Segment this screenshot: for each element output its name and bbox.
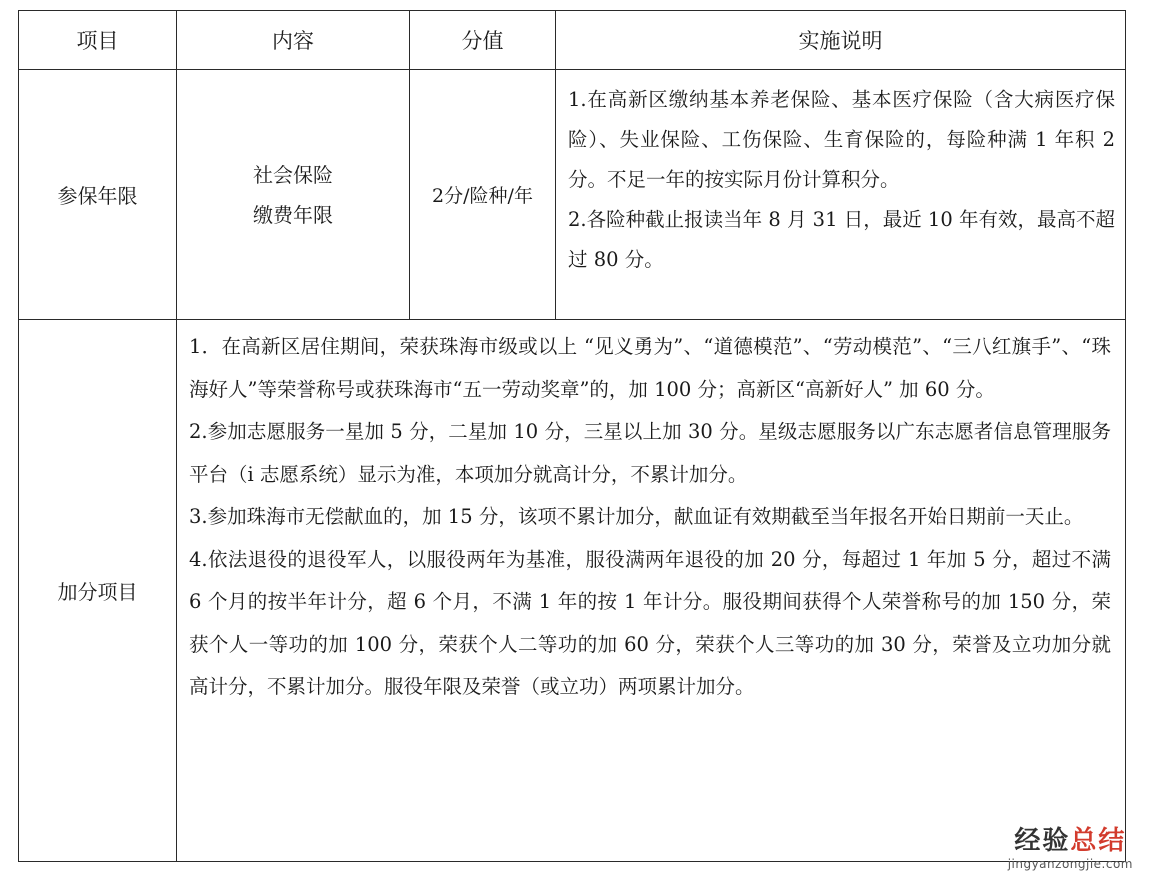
- watermark-accent: 总结: [1070, 826, 1127, 856]
- watermark-title: [1008, 820, 1133, 857]
- policy-table: [18, 10, 1126, 862]
- watermark: [1008, 820, 1133, 871]
- row2-item: 加分项目: [19, 320, 177, 862]
- row-bonus-items: [19, 320, 1126, 862]
- row2-desc-2: 2.参加志愿服务一星加 5 分，二星加 10 分，三星以上加 30 分。星级志愿服务以广东志愿者信息管理服务平台（i 志愿系统）显示为准，本项加分就高计分，不累计加分。: [189, 420, 1111, 486]
- header-content: 内容: [177, 11, 410, 70]
- row2-desc-4: 4.依法退役的退役军人，以服役两年为基准，服役满两年退役的加 20 分，每超过 1 年加 5 分，超过不满 6 个月的按半年计分，超 6 个月，不满 1 年的按 1 年计分。服役期间获得个人荣誉称号的加 150 分，荣获个人一等功的加 100 分，荣获个人二等功的加 60 分，荣获个人三等功的加 30 分，荣誉及立功加分就高计分，不累计加分。服役年限及荣誉（或立功）两项累计加分。: [189, 547, 1111, 698]
- row1-desc-1: 1.在高新区缴纳基本养老保险、基本医疗保险（含大病医疗保险）、失业保险、工伤保险、生育保险的，每险种满 1 年积 2 分。不足一年的按实际月份计算积分。: [568, 88, 1115, 191]
- row1-content: [177, 70, 410, 320]
- row1-item: 参保年限: [19, 70, 177, 320]
- row2-desc-1: 1．在高新区居住期间，荣获珠海市级或以上 “见义勇为”、“道德模范”、“劳动模范”、“三八红旗手”、“珠海好人”等荣誉称号或获珠海市“五一劳动奖章”的，加 100 分；高新区“高新好人” 加 60 分。: [189, 335, 1111, 401]
- header-value: 分值: [410, 11, 556, 70]
- row2-description: [177, 320, 1126, 862]
- header-row: [19, 11, 1126, 70]
- row1-desc-2: 2.各险种截止报读当年 8 月 31 日，最近 10 年有效，最高不超过 80 分。: [568, 208, 1115, 271]
- header-description: 实施说明: [556, 11, 1126, 70]
- row2-desc-3: 3.参加珠海市无偿献血的，加 15 分，该项不累计加分，献血证有效期截至当年报名开始日期前一天止。: [189, 505, 1084, 528]
- row1-content-line2: 缴费年限: [253, 202, 333, 227]
- watermark-url: jingyanzongjie.com: [1007, 857, 1133, 871]
- header-item: 项目: [19, 11, 177, 70]
- row1-value: 2分/险种/年: [410, 70, 556, 320]
- row1-description: [556, 70, 1126, 320]
- watermark-plain: 经验: [1014, 826, 1071, 856]
- row1-content-line1: 社会保险: [253, 162, 333, 187]
- row-insurance-years: [19, 70, 1126, 320]
